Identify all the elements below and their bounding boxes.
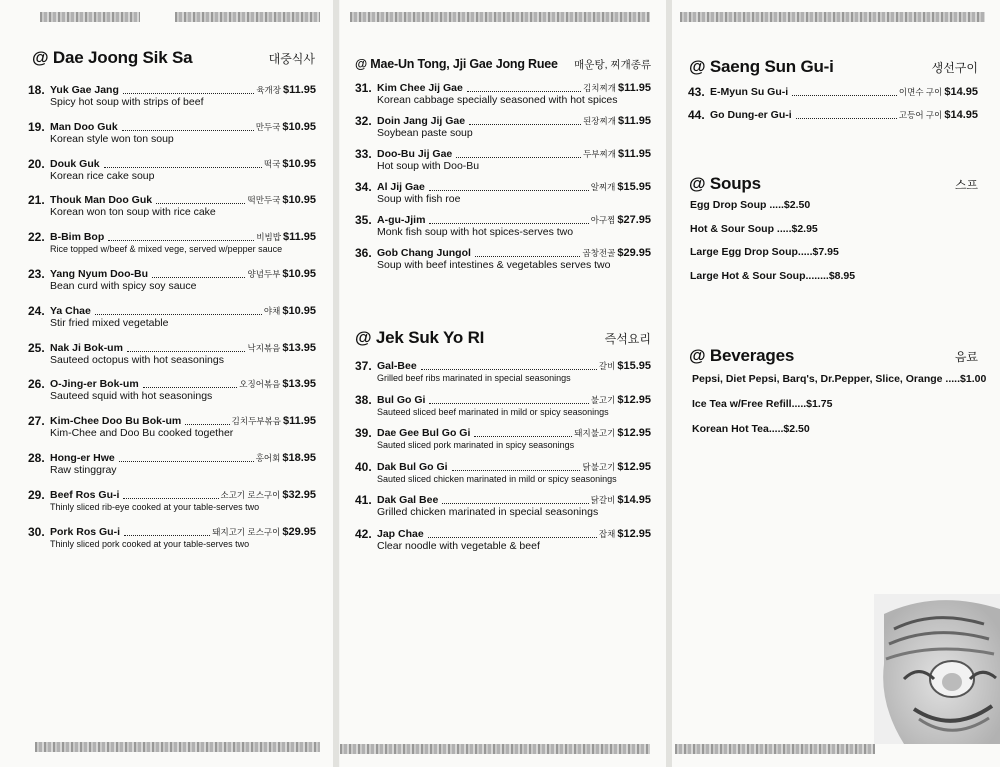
item-korean-name: 야채	[263, 305, 281, 316]
item-price: $10.95	[282, 120, 316, 133]
item-number: 24.	[28, 303, 45, 318]
menu-item	[28, 268, 316, 292]
menu-item-row	[355, 82, 651, 94]
menu-item-row	[28, 415, 316, 427]
menu-item: Pepsi, Diet Pepsi, Barq's, Dr.Pepper, Slice, Orange .....$1.00	[692, 373, 987, 385]
scan-artifact	[350, 12, 650, 22]
item-name: Yuk Gae Jang	[50, 84, 119, 96]
item-number: 27.	[28, 414, 45, 429]
item-korean-name: 알찌개	[590, 182, 616, 192]
item-price: $14.95	[617, 494, 651, 506]
menu-item-row	[355, 528, 651, 540]
item-korean-name: 불고기	[590, 394, 616, 405]
menu-item-row	[355, 461, 651, 473]
menu-item-row	[688, 86, 978, 98]
item-description: Thinly sliced pork cooked at your table-serves two	[50, 538, 250, 549]
item-description: Soybean paste soup	[377, 127, 473, 139]
item-description: Hot soup with Doo-Bu	[377, 160, 480, 172]
item-number: 34.	[355, 180, 372, 194]
scan-artifact	[40, 12, 140, 22]
section-title: @ Soups	[689, 174, 761, 193]
leader-dots	[792, 95, 897, 96]
scan-artifact	[35, 742, 320, 752]
menu-item	[355, 82, 651, 106]
item-number: 37.	[355, 359, 372, 373]
item-price: $32.95	[282, 488, 316, 501]
menu-item: Hot & Sour Soup .....$2.95	[690, 222, 818, 235]
leader-dots	[108, 240, 254, 241]
menu-item-row	[28, 452, 316, 464]
menu-item	[28, 378, 316, 402]
item-korean-name: 김치두부볶음	[231, 416, 281, 427]
leader-dots	[119, 461, 254, 462]
item-korean-name: 홍어회	[255, 453, 281, 463]
item-price: $12.95	[617, 527, 651, 540]
item-name: O-Jing-er Bok-um	[50, 378, 139, 391]
leader-dots	[124, 535, 210, 536]
menu-item	[28, 305, 316, 329]
item-number: 32.	[355, 114, 372, 128]
section-title: @ Beverages	[689, 346, 795, 365]
menu-item	[355, 115, 651, 139]
fold-line	[333, 0, 339, 767]
menu-item-row	[355, 494, 651, 506]
leader-dots	[104, 167, 262, 168]
menu-item	[355, 427, 651, 451]
item-name: Dae Gee Bul Go Gi	[377, 427, 471, 439]
menu-item	[28, 452, 316, 476]
item-price: $10.95	[282, 268, 316, 280]
menu-item-row	[688, 109, 978, 121]
leader-dots	[185, 424, 229, 425]
item-korean-name: 고등어 구이	[898, 110, 943, 120]
menu-item-row	[28, 231, 316, 243]
menu-item	[355, 528, 651, 552]
item-name: Ya Chae	[50, 304, 91, 317]
menu-item-row	[28, 489, 316, 501]
item-description: Grilled beef ribs marinated in special seasonings	[377, 373, 571, 383]
menu-item	[28, 158, 316, 182]
menu-item-row	[355, 247, 651, 259]
item-price: $12.95	[617, 427, 651, 439]
item-name: Beef Ros Gu-i	[50, 488, 120, 501]
item-description: Korean cabbage specially seasoned with hot spices	[377, 94, 618, 106]
menu-item-row	[355, 148, 651, 160]
item-price: $15.95	[617, 181, 651, 193]
leader-dots	[122, 130, 254, 131]
item-korean-name: 양념두부	[247, 269, 281, 279]
menu-item	[355, 148, 651, 172]
item-name: Kim Chee Jij Gae	[377, 82, 463, 94]
menu-item	[688, 109, 978, 121]
item-description: Sauted sliced pork marinated in spicy seasonings	[377, 440, 575, 450]
scan-artifact	[680, 12, 985, 22]
menu-item	[355, 394, 651, 418]
section-title-korean: 생선구이	[931, 61, 978, 75]
item-description: Korean won ton soup with rice cake	[50, 206, 216, 219]
leader-dots	[143, 387, 238, 388]
item-number: 33.	[355, 147, 372, 161]
leader-dots	[428, 537, 597, 538]
section-title-korean: 즉석요리	[604, 332, 651, 346]
menu-item: Egg Drop Soup .....$2.50	[690, 199, 811, 211]
menu-item-row	[355, 427, 651, 439]
item-description: Stir fried mixed vegetable	[50, 316, 169, 329]
menu-item: Ice Tea w/Free Refill.....$1.75	[692, 398, 833, 410]
item-korean-name: 닭갈비	[590, 495, 616, 505]
item-number: 42.	[355, 526, 372, 541]
mask-illustration	[874, 594, 1000, 744]
item-korean-name: 아구찜	[590, 215, 616, 225]
menu-item	[688, 86, 978, 98]
item-number: 25.	[28, 340, 45, 355]
menu-item-row	[28, 268, 316, 280]
item-number: 19.	[28, 119, 45, 134]
item-description: Spicy hot soup with strips of beef	[50, 96, 204, 108]
menu-item-row	[28, 194, 316, 206]
item-price: $11.95	[617, 148, 651, 160]
item-number: 36.	[355, 246, 372, 260]
item-name: A-gu-Jjim	[377, 214, 426, 226]
section-title: @ Dae Joong Sik Sa	[32, 48, 193, 67]
item-korean-name: 만두국	[255, 121, 281, 132]
item-description: Grilled chicken marinated in special seasonings	[377, 506, 599, 518]
item-number: 26.	[28, 377, 45, 392]
menu-item	[28, 526, 316, 550]
item-price: $11.95	[617, 82, 651, 94]
item-name: Pork Ros Gu-i	[50, 525, 121, 538]
item-number: 22.	[28, 230, 45, 245]
item-number: 40.	[355, 459, 372, 474]
item-name: Man Doo Guk	[50, 120, 118, 133]
item-korean-name: 소고기 로스구이	[220, 489, 281, 500]
section-header-jek-suk-yo-ri	[355, 328, 651, 348]
menu-item-row	[28, 342, 316, 354]
menu-item	[28, 121, 316, 145]
item-description: Korean rice cake soup	[50, 169, 155, 182]
section-header-soups	[689, 174, 978, 194]
menu-item	[355, 461, 651, 485]
menu-item: Large Hot & Sour Soup........$8.95	[690, 269, 856, 282]
section-title-korean: 매운탕, 찌개종류	[574, 59, 651, 71]
leader-dots	[156, 203, 245, 204]
item-name: Nak Ji Bok-um	[50, 341, 123, 354]
menu-item: Korean Hot Tea.....$2.50	[692, 423, 810, 435]
menu-item	[28, 84, 316, 108]
menu-item-row	[28, 305, 316, 317]
item-price: $29.95	[282, 525, 316, 538]
item-number: 39.	[355, 426, 372, 440]
item-price: $12.95	[617, 460, 651, 473]
item-korean-name: 떡만두국	[247, 195, 281, 206]
item-number: 35.	[355, 213, 372, 227]
item-korean-name: 오징어볶음	[239, 379, 281, 390]
item-name: Al Jij Gae	[377, 181, 425, 193]
menu-item: Large Egg Drop Soup.....$7.95	[690, 246, 839, 258]
leader-dots	[467, 91, 581, 92]
item-number: 38.	[355, 392, 372, 407]
section-title-korean: 음료	[954, 350, 978, 364]
item-description: Sauteed octopus with hot seasonings	[50, 353, 224, 366]
section-title-korean: 스프	[954, 178, 978, 192]
item-number: 31.	[355, 81, 372, 95]
item-name: Kim-Chee Doo Bu Bok-um	[50, 415, 182, 428]
section-header-mae-un-tong	[355, 57, 651, 72]
item-price: $11.95	[282, 84, 316, 96]
menu-item	[355, 494, 651, 518]
item-name: Hong-er Hwe	[50, 452, 115, 464]
item-description: Monk fish soup with hot spices-serves two	[377, 226, 574, 238]
item-price: $13.95	[282, 378, 316, 391]
menu-item	[355, 247, 651, 271]
item-description: Soup with beef intestines & vegetables serves two	[377, 259, 611, 271]
item-number: 30.	[28, 524, 45, 539]
item-korean-name: 김치찌개	[583, 83, 616, 93]
item-name: Dak Gal Bee	[377, 494, 439, 506]
item-price: $13.95	[282, 341, 316, 354]
item-price: $12.95	[617, 393, 651, 406]
item-number: 28.	[28, 451, 45, 465]
item-price: $18.95	[282, 452, 316, 464]
item-number: 21.	[28, 193, 45, 208]
item-price: $11.95	[282, 415, 316, 428]
item-number: 18.	[28, 83, 45, 97]
item-name: Go Dung-er Gu-i	[710, 109, 792, 121]
item-number: 29.	[28, 487, 45, 502]
scan-artifact	[175, 12, 320, 22]
menu-item-row	[28, 158, 316, 170]
leader-dots	[796, 118, 897, 119]
item-price: $14.95	[944, 86, 978, 98]
item-description: Kim-Chee and Doo Bu cooked together	[50, 427, 234, 440]
item-price: $14.95	[944, 109, 978, 121]
leader-dots	[123, 93, 254, 94]
section-header-dae-joong-sik-sa	[32, 48, 315, 68]
item-korean-name: 곱창전골	[582, 248, 616, 258]
item-price: $11.95	[617, 115, 651, 127]
item-description: Sauted sliced chicken marinated in mild or spicy seasonings	[377, 473, 617, 484]
menu-item	[28, 231, 316, 255]
leader-dots	[421, 369, 597, 370]
item-description: Clear noodle with vegetable & beef	[377, 539, 540, 552]
item-price: $15.95	[617, 360, 651, 372]
item-name: Jap Chae	[377, 527, 424, 540]
item-description: Bean curd with spicy soy sauce	[50, 280, 197, 292]
menu-item-row	[355, 214, 651, 226]
item-name: E-Myun Su Gu-i	[710, 86, 789, 98]
section-header-beverages	[689, 346, 978, 366]
item-name: B-Bim Bop	[50, 231, 105, 244]
item-korean-name: 떡국	[263, 158, 281, 169]
item-price: $27.95	[617, 214, 651, 226]
leader-dots	[474, 436, 572, 437]
item-korean-name: 두부찌개	[583, 149, 616, 159]
scan-artifact	[675, 744, 875, 754]
menu-item-row	[28, 84, 316, 96]
menu-item-row	[355, 115, 651, 127]
item-name: Doo-Bu Jij Gae	[377, 148, 453, 160]
item-name: Thouk Man Doo Guk	[50, 194, 153, 207]
leader-dots	[429, 190, 589, 191]
leader-dots	[429, 403, 588, 404]
item-number: 44.	[688, 108, 705, 122]
item-korean-name: 낙지볶음	[247, 342, 281, 353]
item-description: Raw stinggray	[50, 464, 117, 476]
menu-item-row	[28, 526, 316, 538]
item-price: $10.95	[282, 194, 316, 207]
item-description: Korean style won ton soup	[50, 132, 174, 145]
section-title: @ Saeng Sun Gu-i	[689, 57, 834, 76]
menu-item	[355, 360, 651, 384]
menu-item-row	[355, 394, 651, 406]
item-name: Doin Jang Jij Gae	[377, 115, 466, 127]
leader-dots	[456, 157, 581, 158]
item-number: 43.	[688, 85, 705, 99]
item-name: Gal-Bee	[377, 360, 417, 372]
section-title: @ Mae-Un Tong, Jji Gae Jong Ruee	[355, 57, 558, 71]
item-name: Yang Nyum Doo-Bu	[50, 268, 149, 280]
menu-item-row	[355, 360, 651, 372]
item-korean-name: 돼지고기 로스구이	[212, 526, 281, 537]
leader-dots	[452, 470, 581, 471]
item-price: $10.95	[282, 304, 316, 317]
item-price: $10.95	[282, 157, 316, 170]
item-description: Sauteed sliced beef marinated in mild or spicy seasonings	[377, 406, 609, 417]
item-korean-name: 닭불고기	[582, 461, 616, 472]
item-description: Sauteed squid with hot seasonings	[50, 390, 213, 403]
menu-item-row	[28, 378, 316, 390]
section-title-korean: 대중식사	[268, 52, 315, 66]
menu-item	[28, 489, 316, 513]
menu-item-row	[28, 121, 316, 133]
item-korean-name: 된장찌개	[583, 116, 616, 126]
leader-dots	[123, 498, 218, 499]
section-header-saeng-sun-gu-i	[689, 57, 978, 77]
leader-dots	[442, 503, 588, 504]
scan-artifact	[340, 744, 650, 754]
item-number: 41.	[355, 493, 372, 507]
item-korean-name: 이면수 구이	[898, 87, 943, 97]
item-number: 20.	[28, 156, 45, 171]
item-name: Bul Go Gi	[377, 393, 426, 406]
item-description: Rice topped w/beef & mixed vege, served w/pepper sauce	[50, 244, 283, 255]
item-price: $11.95	[282, 231, 316, 244]
item-korean-name: 비빔밥	[256, 232, 281, 243]
menu-item	[28, 415, 316, 439]
menu-item	[355, 214, 651, 238]
menu-item	[355, 181, 651, 205]
fold-line	[666, 0, 672, 767]
item-korean-name: 돼지불고기	[574, 428, 616, 438]
leader-dots	[469, 124, 581, 125]
item-korean-name: 육개장	[256, 85, 281, 95]
item-name: Douk Guk	[50, 157, 100, 170]
leader-dots	[95, 314, 262, 315]
item-description: Soup with fish roe	[377, 193, 461, 205]
menu-item-row	[355, 181, 651, 193]
item-name: Gob Chang Jungol	[377, 247, 471, 259]
item-description: Thinly sliced rib-eye cooked at your table-serves two	[50, 501, 260, 512]
item-korean-name: 갈비	[598, 361, 616, 371]
section-title: @ Jek Suk Yo RI	[355, 328, 485, 347]
menu-item	[28, 194, 316, 218]
item-korean-name: 잡채	[598, 528, 616, 539]
leader-dots	[475, 256, 581, 257]
item-name: Dak Bul Go Gi	[377, 460, 448, 473]
item-price: $29.95	[617, 247, 651, 259]
item-number: 23.	[28, 267, 45, 281]
leader-dots	[127, 351, 246, 352]
leader-dots	[429, 223, 588, 224]
menu-item	[28, 342, 316, 366]
leader-dots	[152, 277, 245, 278]
